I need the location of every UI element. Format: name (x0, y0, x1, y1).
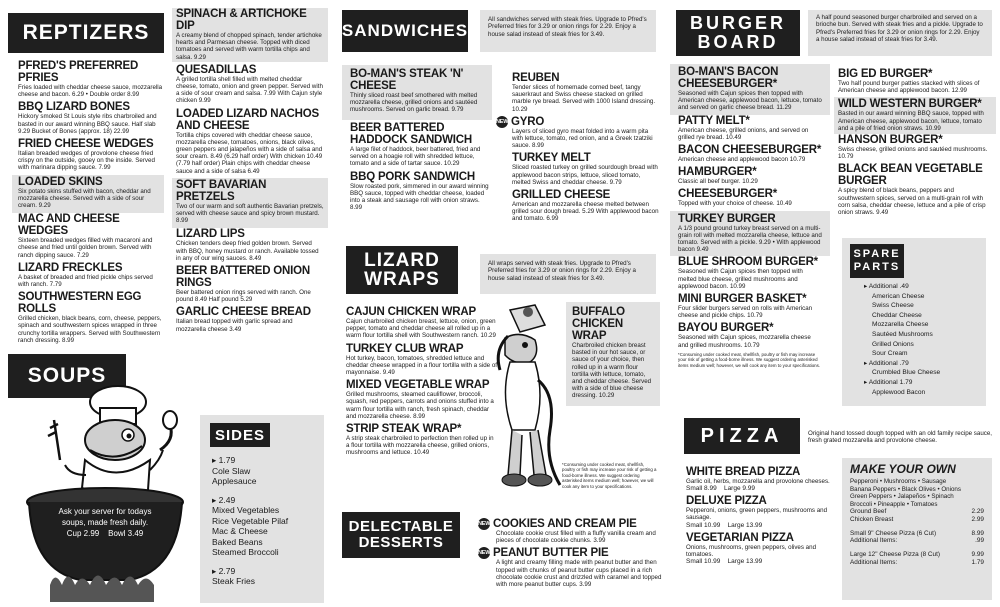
sides-list (212, 455, 324, 587)
new-badge: NEW (478, 518, 490, 530)
burger-header (676, 10, 800, 56)
spare-item: Cheddar Cheese (872, 311, 922, 319)
lizard-wrap-illustration (490, 300, 566, 500)
app2-item-6: BEER BATTERED ONION RINGS Beer battered onion rings served with ranch. One pound 8.49 Half pound 5.29 (176, 265, 311, 304)
app2-item-1: SPINACH & ARTICHOKE DIP A creamy blend of chopped spinach, tender artichoke hearts and Parmesan cheese. Topped with diced tomatoes and served with warm tortilla chips and salsa. 9.29 (176, 8, 322, 61)
dessert-item-1: NEW COOKIES AND CREAM PIE Chocolate cookie crust filled with a fluffy vanilla cream and pieces of chocolate cookie chunks. 3.99 (478, 518, 656, 545)
sides-item: Steak Fries (212, 576, 255, 586)
myo-title: MAKE YOUR OWN (850, 462, 956, 476)
burger-item-9: BAYOU BURGER* Seasoned with Cajun spices, mozzarella cheese and grilled mushrooms. 10.79 (678, 322, 811, 349)
spare-group-label: ▸ Additional .49 (864, 283, 909, 290)
sand-r-item-3: TURKEY MELT Sliced roasted turkey on grilled sourdough bread with applewood bacon strips, lettuce, sliced tomato, melted Swiss and cheddar cheese. 9.79 (512, 152, 658, 186)
app-item-3: FRIED CHEESE WEDGES Italian breaded wedges of provolone cheese fried crispy on the outside, gooey on the inside. Served with marinara dipping sauce. 7.99 (18, 138, 155, 172)
burger-r-item-1: BIG ED BURGER* Two half pound burger patties stacked with slices of American cheese and applewood bacon. 12.99 (838, 68, 980, 95)
sides-item: Applesauce (212, 476, 257, 486)
app-item-4: LOADED SKINS Six potato skins stuffed with bacon, cheddar and mozzarella cheese. Served with a side of sour cream. 9.29 (12, 175, 164, 214)
sand-r-item-2: NEW GYRO Layers of sliced gyro meat folded into a warm pita with lettuce, tomato, red onion, and a Greek tzatziki sauce. 8.99 (496, 115, 653, 150)
myo-row: Additional Items: .99 (850, 537, 984, 545)
myo-row: Ground Beef 2.29 (850, 508, 984, 515)
burger-item-5: CHEESEBURGER* Topped with your choice of cheese. 10.49 (678, 188, 792, 208)
burger-item-8: MINI BURGER BASKET* Four slider burgers served on rolls with American cheese and pickle chips. 10.79 (678, 293, 813, 320)
dessert-item-2: NEW PEANUT BUTTER PIE A light and creamy filling made with peanut butter and then topped with chunks of peanut butter cups placed in a rich chocolate cookie crust and drizzled with caramel and topped with more peanut butter cups. 3.99 (478, 547, 662, 589)
wraps-note: All wraps served with steak fries. Upgrade to Pfred's Preferred fries for 3.29 or onion rings for 2.29. Enjoy a house salad instead of steak fries for 3.49. (480, 254, 656, 294)
sides-item: Mac & Cheese (212, 526, 268, 536)
pizza-small-price: Small 10.99 (686, 521, 721, 529)
new-badge: NEW (478, 547, 490, 559)
wrap-item-4: STRIP STEAK WRAP* A strip steak charbroiled to perfection then rolled up in a flour tortilla with mozzarella cheese, grilled onions, mushrooms and lettuce. 10.49 (346, 423, 494, 457)
pizza-list (686, 466, 832, 565)
sandwiches-left (342, 65, 492, 120)
sandwiches-note: All sandwiches served with steak fries. Upgrade to Pfred's Preferred fries for 3.29 or onion rings for 2.29. Enjoy a house salad instead of steak fries for 3.49. (480, 10, 656, 52)
desserts-title: DELECTABLE DESSERTS (348, 518, 454, 551)
soups-info (50, 506, 160, 539)
spare-item: Sautéed Mushrooms (872, 330, 933, 338)
wrap-item-1: CAJUN CHICKEN WRAP Cajun charbroiled chicken breast, lettuce, onion, green pepper, tomato and cheddar cheese all rolled up in a warm flour tortilla shell with Southwestern ranch. 10.29 (346, 306, 496, 340)
pizza-item-1: WHITE BREAD PIZZA Garlic oil, herbs, mozzarella and provolone cheeses. Small 8.99 Large 9.99 (686, 466, 830, 493)
wrap-item-2: TURKEY CLUB WRAP Hot turkey, bacon, tomatoes, shredded lettuce and cheddar cheese wrapped in a flour tortilla with a side of mayonnaise. 9.49 (346, 342, 497, 377)
burger-item-7: BLUE SHROOM BURGER* Seasoned with Cajun spices then topped with melted blue cheese, grilled mushrooms and applewood bacon. 10.99 (678, 256, 818, 290)
pizza-note: Original hand tossed dough topped with an old family recipe sauce, fresh grated mozzarella and provolone cheese. (808, 430, 993, 445)
soups-line-1: Ask your server for todays (58, 507, 152, 516)
soups-line-2: soups, made fresh daily. (61, 518, 149, 527)
sand-item-2: BEER BATTERED HADDOCK SANDWICH A large filet of haddock, beer battered, fried and served on a hoagie roll with shredded lettuce, tomato and a side of tartar sauce. 10.29 (350, 122, 481, 168)
spare-parts-panel (842, 238, 986, 406)
wraps-title: LIZARD WRAPS (364, 250, 440, 290)
burger-item-1: BO-MAN'S BACON CHEESEBURGER* Seasoned with Cajun spices then topped with American cheese, applewood bacon, lettuce, tomato and served on garlic cheese bread. 11.29 (670, 64, 830, 115)
pizza-small-price: Small 8.99 (686, 485, 717, 493)
app-item-1: PFRED'S PREFERRED PFRIES Fries loaded with cheddar cheese sauce, mozzarella cheese and bacon. 6.29 • Double order 8.99 (18, 60, 163, 99)
spare-title-2: PARTS (853, 261, 901, 273)
spare-item: Sour Cream (872, 350, 908, 358)
spare-item: Mozzarella Cheese (872, 321, 929, 329)
desserts-header (342, 512, 460, 558)
pizza-small-price: Small 10.99 (686, 558, 721, 566)
burger-title-1: BURGER (689, 13, 786, 33)
burger-title-2: BOARD (697, 32, 779, 52)
appetizers-col1 (18, 60, 164, 347)
pizza-large-price: Large 13.99 (727, 521, 763, 529)
spare-item: Crumbled Blue Cheese (872, 369, 941, 377)
burger-item-6: TURKEY BURGER A 1/3 pound ground turkey breast served on a multi-grain roll with melted mozzarella cheese, lettuce and tomato. Served with a pickle. 9.29 • With applewood bacon 9.49 (670, 211, 830, 257)
wraps-header (346, 246, 458, 294)
sandwiches-left-2 (350, 122, 490, 214)
burger-r-item-4: BLACK BEAN VEGETABLE BURGER A spicy blend of black beans, peppers and southwestern spices, served on a multi-grain roll with corn salsa, cheddar cheese, lettuce and a pile of crisp onion straws. 9.49 (838, 163, 986, 217)
sides-item: Baked Beans (212, 536, 263, 547)
spare-item: American Cheese (872, 292, 925, 300)
app2-item-5: LIZARD LIPS Chicken tenders deep fried golden brown. Served with BBQ, honey mustard or ranch. Available tossed in any of our wing sauces. 8.49 (176, 228, 319, 262)
chef-lizard-illustration (20, 380, 190, 605)
wraps-list (346, 306, 498, 460)
spare-title-1: SPARE (853, 248, 901, 260)
pizza-large-price: Large 13.99 (727, 558, 763, 566)
burger-note: A half pound seasoned burger charbroiled and served on a brioche bun. Served with steak fries and a pickle. Upgrade to Pfred's Preferred fries for 3.29 or onion rings for 2.29. Enjoy a house salad instead of steak fries for 3.49. (808, 10, 992, 56)
appetizers-col2 (172, 8, 328, 348)
pizza-large-price: Large 9.99 (723, 485, 756, 493)
sides-item: Steamed Broccoli (212, 547, 279, 557)
sand-r-item-4: GRILLED CHEESE American and mozzarella cheese melted between grilled sour dough bread. 5.29 With applewood bacon and tomato. 6.99 (512, 189, 659, 223)
app2-item-7: GARLIC CHEESE BREAD Italian bread topped with garlic spread and mozzarella cheese 3.49 (176, 306, 311, 333)
myo-toppings: Pepperoni • Mushrooms • Sausage Banana Peppers • Black Olives • Onions Green Peppers • Jalapeños • Spinach Broccoli • Pineapple • Tomatoes (850, 478, 961, 508)
appetizers-header (8, 13, 164, 53)
pizza-title: PIZZA (700, 424, 784, 447)
spare-item: Applewood Bacon (872, 388, 926, 396)
spare-parts-header (850, 244, 904, 278)
spare-item: Swiss Cheese (872, 302, 914, 310)
sandwiches-header (342, 10, 468, 52)
spare-item: Grilled Onions (872, 340, 914, 348)
sides-item: Mixed Vegetables (212, 505, 280, 515)
soups-title: SOUPS (27, 364, 107, 387)
myo-row: Chicken Breast 2.99 (850, 515, 984, 523)
burger-right (838, 68, 992, 219)
sand-r-item-1: REUBEN Tender slices of homemade corned beef, tangy sauerkraut and Swiss cheese stacked on grilled marble rye bread. Served with 1000 Island dressing. 10.29 (512, 72, 656, 113)
app2-item-2: QUESADILLAS A grilled tortilla shell filled with melted cheddar cheese, tomato, onion and green pepper. Served with a side of sour cream and salsa. 7.99 With Cajun style chicken 9.99 (176, 63, 323, 105)
appetizers-title: REPTIZERS (22, 21, 150, 44)
buffalo-wrap: BUFFALO CHICKEN WRAP Charbroiled chicken breast basted in our hot sauce, or sauce of your choice, then rolled up in a warm flour tortilla with lettuce, tomato, and cheddar cheese. Served with a side of blue cheese dressing. 10.29 (566, 302, 660, 406)
new-badge: NEW (496, 116, 508, 128)
wraps-consumer-note: *Consuming under cooked meat, shellfish, poultry or fish may increase your risk of getting a food-borne illness. We suggest ordering asterisked items medium well; however, we will cook any item to your specifications. (562, 462, 657, 489)
app-item-7: SOUTHWESTERN EGG ROLLS Grilled chicken, black beans, corn, cheese, peppers, spinach and southwestern spices wrapped in three crunchy tortilla wrappers. Served with Southwestern ranch dressing. 8.99 (18, 291, 162, 344)
sides-item: Cole Slaw (212, 465, 251, 476)
sides-panel (200, 415, 324, 603)
desserts-list (478, 518, 664, 591)
pizza-item-2: DELUXE PIZZA Pepperoni, onions, green peppers, mushrooms and sausage. Small 10.99 Large 13.99 (686, 495, 828, 529)
myo-row: Large 12" Cheese Pizza (8 Cut) 9.99 (850, 551, 984, 559)
spare-group-label: ▸ Additional 1.79 (864, 378, 913, 386)
burger-r-item-3: HANSON BURGER* Swiss cheese, grilled onions and sautéed mushrooms. 10.79 (838, 134, 988, 161)
sides-item: Rice Vegetable Pilaf (212, 515, 289, 526)
spare-group-label: ▸ Additional .79 (864, 359, 909, 367)
soups-prices: Cup 2.99 Bowl 3.49 (66, 529, 144, 538)
app-item-2: BBQ LIZARD BONES Hickory smoked St Louis style ribs charbroiled and basted in our award winning BBQ sauce. Half slab 9.29 Bucket of Bones (approx. 18) 22.99 (18, 101, 157, 135)
sand-item-1: BO-MAN'S STEAK 'N' CHEESE Thinly sliced roast beef smothered with melted mozzarella cheese, grilled onions and sautéed mushrooms. Served on garlic bread. 9.79 (350, 68, 478, 114)
app2-item-4: SOFT BAVARIAN PRETZELS Two of our warm and soft authentic Bavarian pretzels, served with cheese sauce and spicy brown mustard. 8.99 (172, 178, 328, 229)
pizza-header (684, 418, 800, 454)
sides-title: SIDES (214, 426, 265, 444)
myo-row: Additional Items: 1.79 (850, 558, 984, 566)
burger-item-2: PATTY MELT* American cheese, grilled onions, and served on grilled rye bread. 10.49 (678, 114, 809, 141)
myo-row: Small 9" Cheese Pizza (6 Cut) 8.99 (850, 529, 984, 537)
sand-item-3: BBQ PORK SANDWICH Slow roasted pork, simmered in our award winning BBQ sauce, topped with cheddar cheese, loaded into a steak and sausage roll with onion straws. 8.99 (350, 170, 489, 212)
sandwiches-title: SANDWICHES (341, 21, 469, 40)
burger-left (670, 64, 830, 368)
burger-r-item-2: WILD WESTERN BURGER* Basted in our award winning BBQ sauce, topped with American cheese, applewood bacon, lettuce, tomato and a pile of fried onion straws. 10.99 (834, 97, 996, 134)
sides-price-1: ▸ 1.79 (212, 455, 236, 465)
sides-price-3: ▸ 2.79 (212, 565, 236, 576)
burger-item-3: BACON CHEESEBURGER* American cheese and applewood bacon 10.79 (678, 144, 822, 164)
make-your-own-panel (842, 458, 992, 600)
burger-item-4: HAMBURGER* Classic all beef burger. 10.29 (678, 166, 758, 186)
pizza-item-3: VEGETARIAN PIZZA Onions, mushrooms, green peppers, olives and tomatoes. Small 10.99 Large 13.99 (686, 531, 817, 566)
spare-parts-list (864, 282, 986, 397)
app2-item-3: LOADED LIZARD NACHOS AND CHEESE Tortilla chips covered with cheddar cheese sauce, mozzarella cheese, tomatoes, onions, black olives, green peppers and jalapeños with a side of salsa and sour cream. 8.49 (6.29 half order) With chicken 10.49 (7.79 half order) Plain chips with cheddar cheese sauce and a side of salsa 6.49 (176, 107, 323, 175)
app-item-5: MAC AND CHEESE WEDGES Sixteen breaded wedges filled with macaroni and cheese and fried until golden brown. Served with ranch dipping sauce. 7.29 (18, 213, 153, 259)
sides-header (210, 423, 270, 447)
burger-consumer-note: *Consuming under cooked meat, shellfish, poultry or fish may increase your risk of getting a food-borne illness. We suggest ordering asterisked items medium well; however, we will cook any item to your specifications. (678, 351, 821, 368)
app-item-6: LIZARD FRECKLES A basket of breaded and fried pickle chips served with ranch. 7.79 (18, 261, 153, 289)
sides-price-2: ▸ 2.49 (212, 494, 236, 505)
sandwiches-right (496, 72, 660, 226)
wrap-item-3: MIXED VEGETABLE WRAP Grilled mushrooms, steamed cauliflower, broccoli, squash, red peppers, carrots and onions stuffed into a warm flour tortilla with ranch, fresh spinach, cheddar and mozzarella cheese. 8.99 (346, 379, 494, 420)
